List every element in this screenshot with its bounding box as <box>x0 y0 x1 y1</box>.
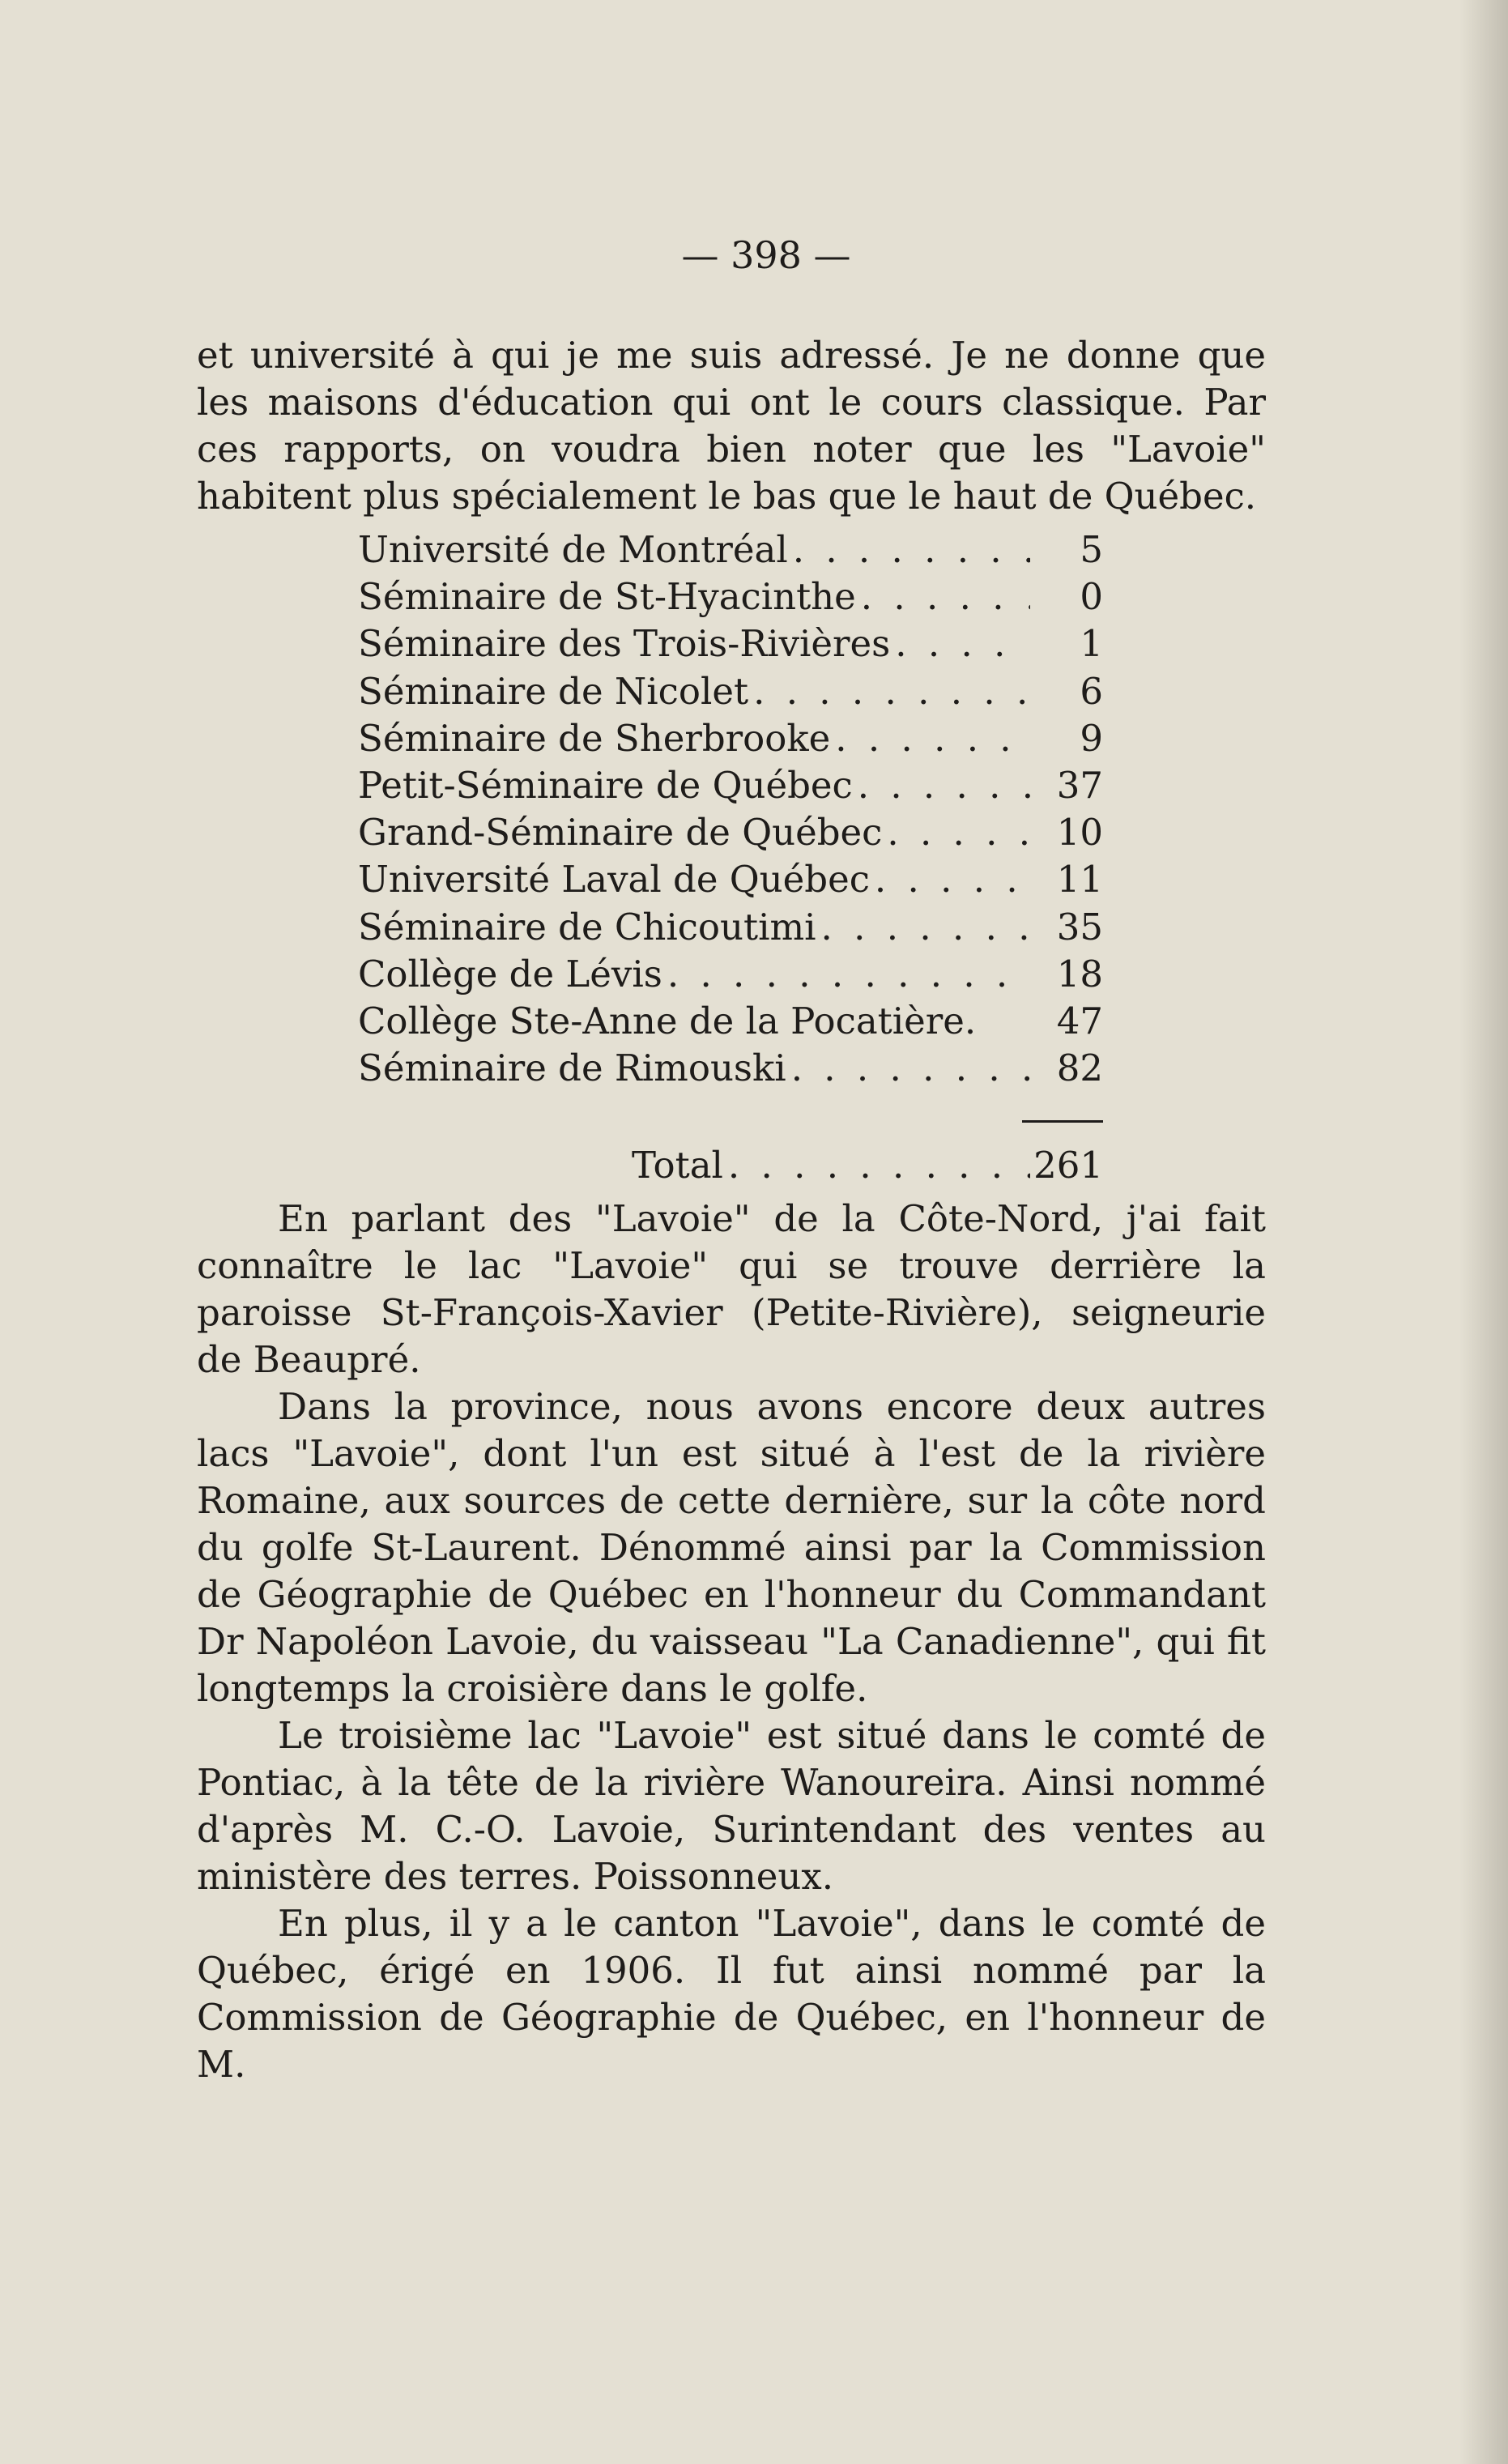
intro-block <box>197 332 1266 520</box>
table-row <box>358 951 1103 998</box>
school-name: Grand-Séminaire de Québec <box>358 811 883 855</box>
dot-leader <box>853 762 1030 809</box>
total-rule <box>1022 1120 1103 1123</box>
school-count: 6 <box>1080 669 1103 713</box>
school-count: 0 <box>1080 575 1103 619</box>
intro-paragraph: et université à qui je me suis adressé. Je ne donne que les maisons d'éducation qui ont le cours classique. Par ces rapports, on voudra bien noter que les "Lavoie" habitent plus spécialement le bas que le haut de Québec. <box>197 334 1266 518</box>
table-row <box>358 668 1103 715</box>
table-row <box>358 809 1103 856</box>
school-count: 35 <box>1056 905 1103 949</box>
school-name: Séminaire des Trois-Rivières <box>358 622 891 666</box>
school-count: 10 <box>1056 811 1103 855</box>
school-count: 47 <box>1056 999 1103 1042</box>
school-name: Petit-Séminaire de Québec <box>358 763 853 807</box>
table-row <box>358 715 1103 762</box>
table-row <box>358 856 1103 903</box>
school-name: Collège Ste-Anne de la Pocatière. <box>358 999 977 1042</box>
school-name: Séminaire de Rimouski <box>358 1047 786 1090</box>
page-edge-shadow <box>1459 0 1508 2464</box>
school-count: 18 <box>1056 952 1103 995</box>
table-row <box>358 620 1103 667</box>
paragraph: Le troisième lac "Lavoie" est situé dans le comté de Pontiac, à la tête de la rivière Wanoureira. Ainsi nommé d'après M. C.-O. Lavoie, Surintendant des ventes au ministère des terres. Poissonneux. <box>197 1714 1266 1898</box>
dot-leader <box>882 809 1030 856</box>
dot-leader <box>870 856 1030 903</box>
school-name: Université Laval de Québec <box>358 858 870 902</box>
school-name: Université de Montréal <box>358 528 788 571</box>
dot-leader <box>830 715 1030 762</box>
paragraph: Dans la province, nous avons encore deux autres lacs "Lavoie", dont l'un est situé à l'est de la rivière Romaine, aux sources de cette dernière, sur la côte nord du golfe St-Laurent. Dénommé ainsi par la Commission de Géographie de Québec en l'honneur du Commandant Dr Napoléon Lavoie, du vaisseau "La Canadienne", qui fit longtemps la croisière dans le golfe. <box>197 1385 1266 1710</box>
total-value: 261 <box>1033 1144 1103 1187</box>
dot-leader <box>786 1045 1030 1092</box>
body-text <box>197 1196 1266 2088</box>
school-name: Collège de Lévis <box>358 952 662 995</box>
table-row <box>358 1045 1103 1092</box>
school-count: 5 <box>1080 528 1103 571</box>
dot-leader <box>890 620 1030 667</box>
dot-leader <box>856 573 1030 620</box>
dot-leader <box>788 526 1030 573</box>
paragraph: En parlant des "Lavoie" de la Côte-Nord, j'ai fait connaître le lac "Lavoie" qui se trouve derrière la paroisse St-François-Xavier (Petite-Rivière), seigneurie de Beaupré. <box>197 1197 1266 1381</box>
school-count: 11 <box>1056 858 1103 902</box>
paragraph: En plus, il y a le canton "Lavoie", dans le comté de Québec, érigé en 1906. Il fut ainsi nommé par la Commission de Géographie de Québec, en l'honneur de M. <box>197 1902 1266 2086</box>
school-table <box>358 526 1103 1092</box>
school-count: 37 <box>1056 763 1103 807</box>
dot-leader <box>816 904 1030 951</box>
dot-leader <box>723 1142 1030 1189</box>
school-name: Séminaire de Sherbrooke <box>358 716 831 760</box>
school-count: 1 <box>1080 622 1103 666</box>
table-row <box>358 998 1103 1045</box>
table-row <box>358 526 1103 573</box>
school-name: Séminaire de St-Hyacinthe <box>358 575 856 619</box>
school-count: 82 <box>1056 1047 1103 1090</box>
table-row <box>358 573 1103 620</box>
dot-leader <box>662 951 1030 998</box>
total-label: Total <box>632 1144 723 1187</box>
total-row <box>632 1142 1103 1189</box>
school-count: 9 <box>1080 716 1103 760</box>
school-name: Séminaire de Nicolet <box>358 669 749 713</box>
page-number: — 398 — <box>681 233 851 277</box>
table-row <box>358 762 1103 809</box>
dot-leader <box>748 668 1030 715</box>
school-name: Séminaire de Chicoutimi <box>358 905 816 949</box>
table-row <box>358 904 1103 951</box>
